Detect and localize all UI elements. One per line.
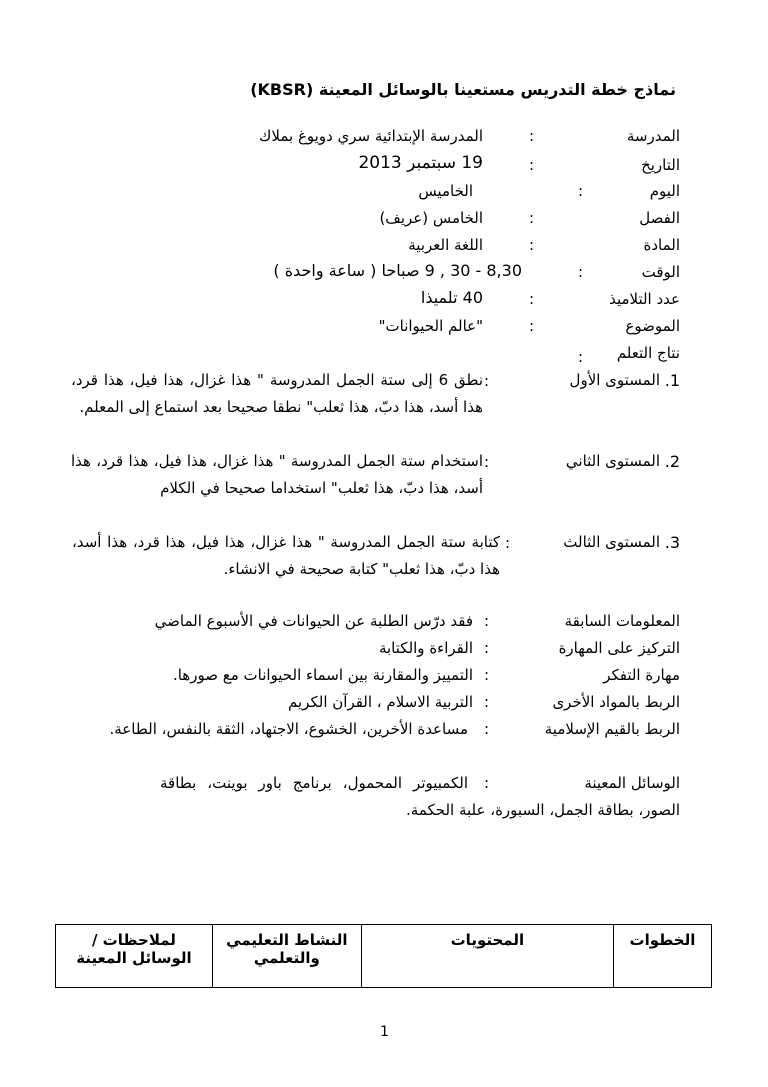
level-2-text: استخدام ستة الجمل المدروسة " هذا غزال، هذا فيل، هذا قرد، هذا أسد، هذا دبّ، هذا ثعلب" استخداما صحيحا في الكلام: [71, 452, 483, 497]
header-activity: النشاط التعليمي والتعلمي: [212, 925, 361, 988]
value-school: المدرسة الإبتدائية سري دويوغ بملاك: [259, 127, 483, 145]
colon: :: [484, 612, 490, 630]
value-class: الخامس (عريف): [379, 209, 483, 227]
label-prior-knowledge: المعلومات السابقة: [564, 612, 680, 630]
label-subject: المادة: [643, 236, 680, 254]
lesson-steps-table: [55, 924, 712, 988]
label-class: الفصل: [639, 209, 680, 227]
colon: :: [484, 453, 490, 471]
colon: :: [578, 263, 584, 281]
level-3-number: 3.: [664, 533, 680, 552]
colon: :: [529, 317, 535, 335]
colon: :: [484, 693, 490, 711]
colon: :: [484, 372, 490, 390]
colon: :: [529, 236, 535, 254]
value-date: 19 سبتمبر 2013: [358, 153, 483, 173]
label-time: الوقت: [641, 263, 680, 281]
value-topic: "عالم الحيوانات": [378, 317, 483, 335]
colon: :: [484, 774, 490, 792]
colon: :: [529, 209, 535, 227]
value-prior-knowledge: فقد درّس الطلبة عن الحيوانات في الأسبوع الماضي: [154, 612, 473, 630]
level-3-name: المستوى الثالث: [563, 533, 660, 551]
label-school: المدرسة: [626, 127, 680, 145]
label-cross-subject: الربط بالمواد الأخرى: [552, 693, 680, 711]
label-outcomes: نتاج التعلم: [616, 344, 680, 362]
header-notes-aids: لملاحظات / الوسائل المعينة: [56, 925, 213, 988]
label-islamic-values: الربط بالقيم الإسلامية: [544, 720, 680, 738]
colon: :: [578, 182, 584, 200]
label-day: اليوم: [649, 182, 680, 200]
value-thinking-skill: التمييز والمقارنة بين اسماء الحيوانات مع صورها.: [172, 666, 473, 684]
value-day: الخاميس: [418, 182, 473, 200]
header-contents: المحتويات: [361, 925, 613, 988]
label-date: التاريخ: [641, 156, 680, 174]
label-thinking-skill: مهارة التفكر: [603, 666, 680, 684]
level-2-number: 2.: [664, 452, 680, 471]
level-1-number: 1.: [664, 371, 680, 390]
level-1-text: نطق 6 إلى ستة الجمل المدروسة " هذا غزال، هذا فيل، هذا قرد، هذا أسد، هذا دبّ، هذا ثعلب" نطقا صحيحا بعد استماع إلى المعلم.: [71, 371, 483, 416]
value-students: 40 تلميذا: [420, 288, 483, 307]
colon: :: [529, 290, 535, 308]
colon: :: [529, 127, 535, 145]
colon: :: [505, 534, 511, 552]
header-steps: الخطوات: [613, 925, 711, 988]
colon: :: [484, 720, 490, 738]
colon: :: [484, 639, 490, 657]
label-students: عدد التلاميذ: [609, 290, 680, 308]
page-title: نماذج خطة التدريس مستعينا بالوسائل المعينة (KBSR): [250, 80, 676, 99]
value-islamic-values: مساعدة الأخرين، الخشوع، الاجتهاد، الثقة بالنفس، الطاعة.: [109, 720, 468, 738]
page-number: 1: [380, 1024, 389, 1040]
label-topic: الموضوع: [625, 317, 680, 335]
value-cross-subject: التربية الاسلام ، القرآن الكريم: [288, 693, 473, 711]
value-skill-focus: القراءة والكتابة: [378, 639, 473, 657]
value-time: 8,30 - 30 , 9 صباحا ( ساعة واحدة ): [273, 261, 522, 280]
table-header-row: [56, 925, 712, 988]
value-teaching-aids: الكمبيوتر المحمول، برنامج باور بوينت، بطاقة الصور، بطاقة الجمل، السبورة، علبة الحكمة.: [160, 774, 680, 819]
label-skill-focus: التركيز على المهارة: [558, 639, 680, 657]
level-2-name: المستوى الثاني: [565, 452, 660, 470]
value-subject: اللغة العربية: [408, 236, 483, 254]
colon: :: [529, 156, 535, 174]
level-1-name: المستوى الأول: [569, 371, 660, 389]
colon: :: [578, 348, 584, 366]
level-3-text: كتابة ستة الجمل المدروسة " هذا غزال، هذا فيل، هذا قرد، هذا أسد، هذا دبّ، هذا ثعلب" كتابة صحيحة في الانشاء.: [72, 533, 500, 578]
colon: :: [484, 666, 490, 684]
label-teaching-aids: الوسائل المعينة: [584, 774, 680, 792]
